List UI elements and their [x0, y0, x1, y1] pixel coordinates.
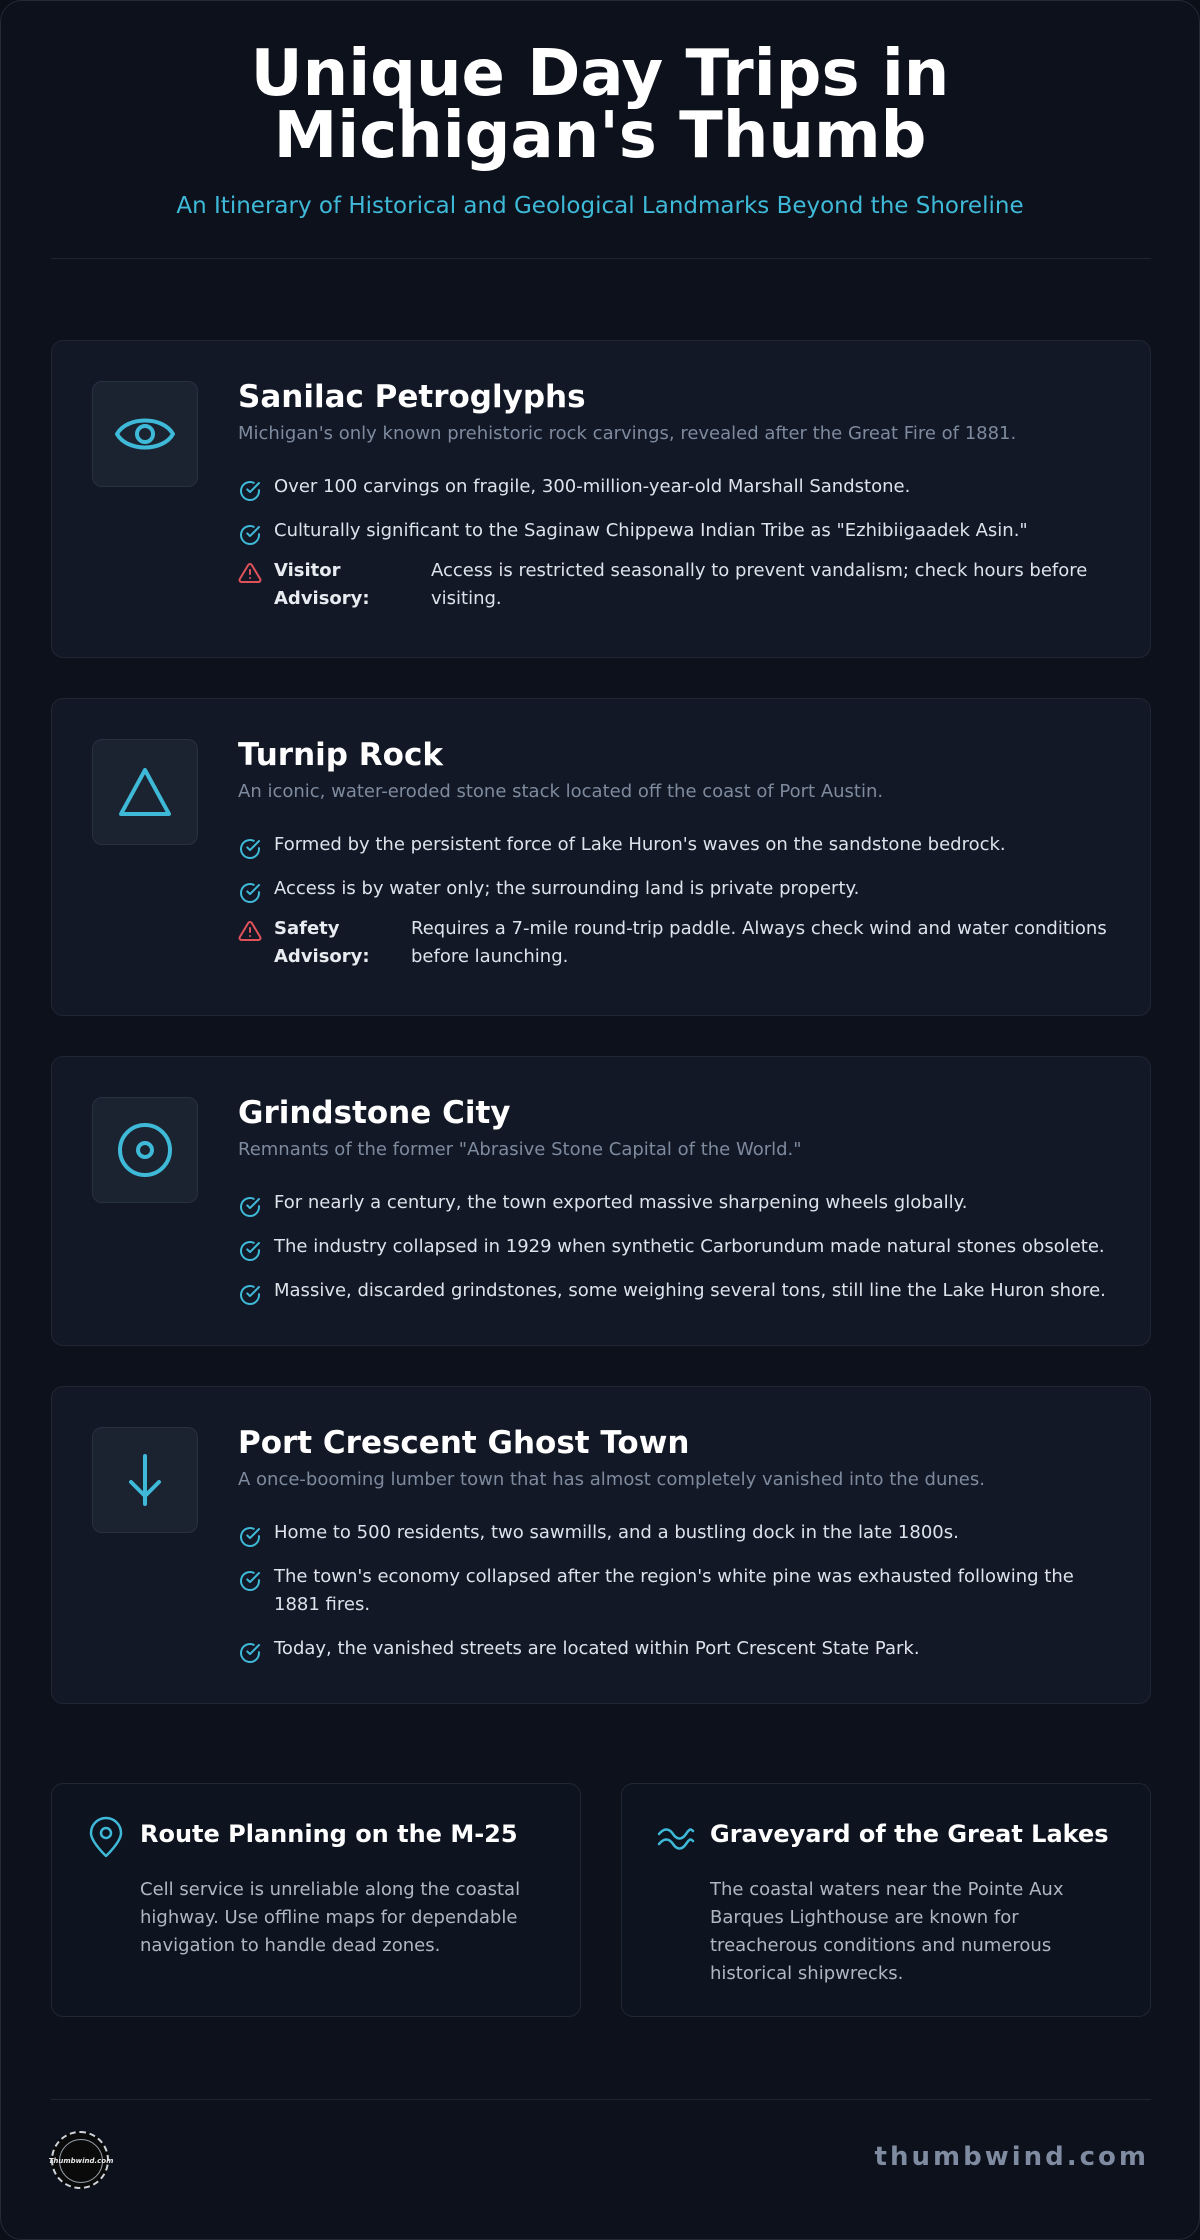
landmark-points — [238, 1189, 1110, 1305]
point-text: The industry collapsed in 1929 when synthetic Carborundum made natural stones obsolete. — [274, 1236, 1105, 1257]
landmark-card-sanilac-petroglyphs — [51, 340, 1151, 658]
page-header — [1, 1, 1199, 219]
landmark-icon-box — [92, 1427, 198, 1533]
check-circle-icon — [238, 837, 262, 861]
landmark-point — [238, 1563, 1110, 1619]
point-text: Massive, discarded grindstones, some weighing several tons, still line the Lake Huron shore. — [274, 1280, 1106, 1301]
landmark-title: Sanilac Petroglyphs — [238, 379, 586, 415]
logo-wordmark: Thumbwind.com — [59, 2139, 103, 2183]
point-text: Formed by the persistent force of Lake Huron's waves on the sandstone bedrock. — [274, 834, 1006, 855]
landmark-title: Turnip Rock — [238, 737, 443, 773]
check-circle-icon — [238, 479, 262, 503]
tip-body: The coastal waters near the Pointe Aux Barques Lighthouse are known for treacherous conditions and numerous historical shipwrecks. — [710, 1879, 1064, 1984]
landmark-subtitle: Remnants of the former "Abrasive Stone Capital of the World." — [238, 1139, 802, 1160]
landmark-title: Port Crescent Ghost Town — [238, 1425, 690, 1461]
check-circle-icon — [238, 1239, 262, 1263]
point-text: Over 100 carvings on fragile, 300-million-year-old Marshall Sandstone. — [274, 476, 911, 497]
check-circle-icon — [238, 881, 262, 905]
point-text: Culturally significant to the Saginaw Chippewa Indian Tribe as "Ezhibiigaadek Asin." — [274, 520, 1028, 541]
landmark-title: Grindstone City — [238, 1095, 511, 1131]
tip-title: Graveyard of the Great Lakes — [710, 1820, 1109, 1848]
landmark-point — [238, 1635, 1110, 1663]
point-text: For nearly a century, the town exported massive sharpening wheels globally. — [274, 1192, 968, 1213]
landmark-icon-box — [92, 1097, 198, 1203]
footer-site-link[interactable]: thumbwind.com — [874, 2142, 1149, 2172]
check-circle-icon — [238, 1195, 262, 1219]
safety-advisory — [238, 915, 1110, 971]
advisory-text: Requires a 7-mile round-trip paddle. Always check wind and water conditions before launching. — [411, 918, 1107, 967]
brand-logo[interactable] — [48, 2131, 114, 2189]
check-circle-icon — [238, 1569, 262, 1593]
advisory-label: Visitor Advisory: — [274, 560, 370, 609]
landmark-icon-box — [92, 381, 198, 487]
check-circle-icon — [238, 523, 262, 547]
landmark-points — [238, 1519, 1110, 1663]
landmark-points — [238, 473, 1110, 613]
point-text: The town's economy collapsed after the region's white pine was exhausted following the 1881 fires. — [274, 1566, 1074, 1615]
arrow-down-icon — [113, 1448, 177, 1512]
landmark-point — [238, 473, 1110, 501]
landmark-point — [238, 1189, 1110, 1217]
tip-body: Cell service is unreliable along the coastal highway. Use offline maps for dependable navigation to handle dead zones. — [140, 1879, 521, 1956]
advisory-text: Access is restricted seasonally to prevent vandalism; check hours before visiting. — [431, 560, 1088, 609]
check-circle-icon — [238, 1641, 262, 1665]
landmark-subtitle: Michigan's only known prehistoric rock carvings, revealed after the Great Fire of 1881. — [238, 423, 1017, 444]
warning-triangle-icon — [238, 919, 262, 943]
point-text: Home to 500 residents, two sawmills, and a bustling dock in the late 1800s. — [274, 1522, 959, 1543]
triangle-icon — [113, 760, 177, 824]
point-text: Access is by water only; the surrounding land is private property. — [274, 878, 860, 899]
check-circle-icon — [238, 1525, 262, 1549]
landmark-point — [238, 1277, 1110, 1305]
landmark-point — [238, 875, 1110, 903]
landmark-point — [238, 517, 1110, 545]
landmark-icon-box — [92, 739, 198, 845]
landmark-card-grindstone-city — [51, 1056, 1151, 1346]
landmark-card-turnip-rock — [51, 698, 1151, 1016]
footer-divider — [51, 2099, 1151, 2100]
map-pin-icon — [86, 1816, 126, 1860]
target-icon — [113, 1118, 177, 1182]
visitor-advisory — [238, 557, 1110, 613]
check-circle-icon — [238, 1283, 262, 1307]
landmark-points — [238, 831, 1110, 971]
landmark-subtitle: An iconic, water-eroded stone stack located off the coast of Port Austin. — [238, 781, 884, 802]
header-divider — [51, 258, 1151, 259]
tip-card-route-planning — [51, 1783, 581, 2017]
advisory-label: Safety Advisory: — [274, 918, 370, 967]
eye-icon — [113, 402, 177, 466]
landmark-point — [238, 1519, 1110, 1547]
tip-title: Route Planning on the M-25 — [140, 1820, 518, 1848]
landmark-subtitle: A once-booming lumber town that has almost completely vanished into the dunes. — [238, 1469, 985, 1490]
waves-icon — [656, 1816, 696, 1860]
landmark-point — [238, 831, 1110, 859]
tip-card-graveyard — [621, 1783, 1151, 2017]
point-text: Today, the vanished streets are located within Port Crescent State Park. — [274, 1638, 920, 1659]
warning-triangle-icon — [238, 561, 262, 585]
page-title: Unique Day Trips in Michigan's Thumb — [250, 37, 950, 173]
landmark-point — [238, 1233, 1110, 1261]
page-subtitle: An Itinerary of Historical and Geological Landmarks Beyond the Shoreline — [176, 193, 1024, 219]
landmark-card-port-crescent — [51, 1386, 1151, 1704]
